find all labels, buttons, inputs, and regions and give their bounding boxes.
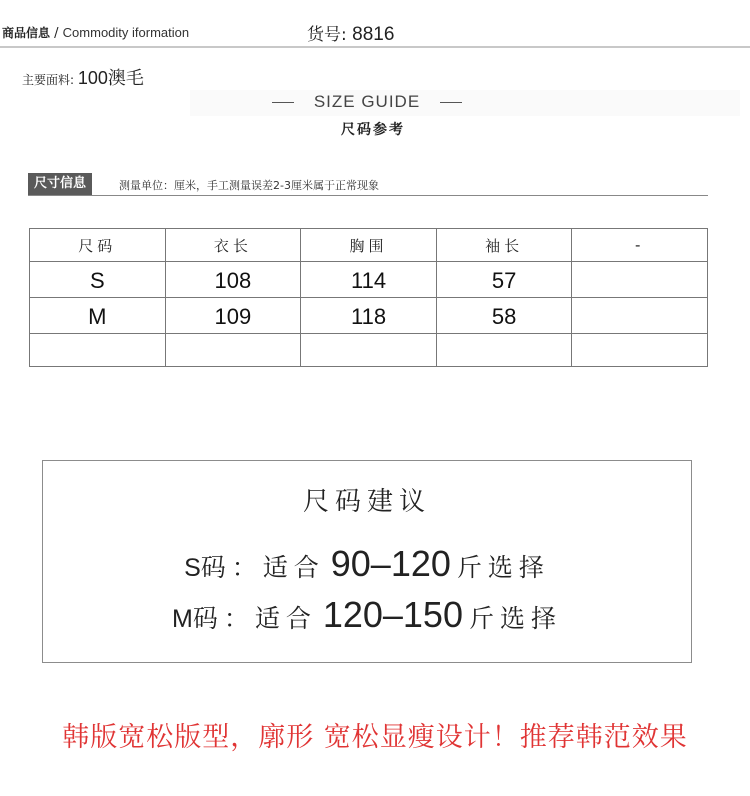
m-size-label: 码：适合 xyxy=(192,604,317,633)
table-cell xyxy=(301,334,437,367)
table-cell xyxy=(572,262,708,298)
table-cell: 108 xyxy=(165,262,301,298)
title-dash-right xyxy=(440,102,462,103)
size-guide-subtitle: 尺码参考 xyxy=(341,122,405,138)
table-cell xyxy=(572,334,708,367)
table-row xyxy=(30,262,708,298)
s-size-letter: S xyxy=(184,554,201,582)
header-cell: 胸围 xyxy=(301,229,437,262)
main-material xyxy=(22,64,144,90)
commodity-info-english: Commodity iformation xyxy=(62,25,190,40)
size-guide-title xyxy=(0,92,734,112)
material-label: 主要面料: xyxy=(22,73,78,87)
material-value: 100澳毛 xyxy=(77,68,144,88)
recommendation-m xyxy=(42,594,692,636)
commodity-info-separator: / xyxy=(50,26,63,41)
m-size-letter: M xyxy=(171,605,193,633)
table-cell: 58 xyxy=(436,298,572,334)
title-dash-left xyxy=(272,102,294,103)
table-cell: 109 xyxy=(165,298,301,334)
recommendation-s xyxy=(42,543,692,585)
s-weight-range: 90–120 xyxy=(330,543,451,584)
table-cell xyxy=(572,298,708,334)
table-cell: 118 xyxy=(301,298,437,334)
table-row xyxy=(30,334,708,367)
table-cell xyxy=(165,334,301,367)
table-cell: 114 xyxy=(301,262,437,298)
table-row xyxy=(30,298,708,334)
size-table xyxy=(29,228,708,367)
table-header-row xyxy=(30,229,708,262)
size-guide-title-text: SIZE GUIDE xyxy=(313,92,421,111)
table-cell xyxy=(436,334,572,367)
commodity-info-label: 商品信息 xyxy=(2,26,51,40)
header-cell: 衣长 xyxy=(165,229,301,262)
s-size-label: 码：适合 xyxy=(200,553,325,582)
header-divider xyxy=(0,46,750,48)
header-cell: - xyxy=(572,229,708,262)
m-weight-range: 120–150 xyxy=(322,594,463,635)
recommendation-title: 尺码建议 xyxy=(302,487,431,517)
table-cell: 57 xyxy=(436,262,572,298)
size-info-divider xyxy=(28,195,708,196)
size-info-badge: 尺寸信息 xyxy=(28,173,92,195)
style-promo-text: 韩版宽松版型，廓形 宽松显瘦设计！推荐韩范效果 xyxy=(62,722,688,753)
table-cell: M xyxy=(30,298,166,334)
m-size-suffix: 斤选择 xyxy=(468,604,562,633)
header-cell: 尺码 xyxy=(30,229,166,262)
item-number-label: 货号: xyxy=(307,25,353,45)
commodity-info-heading xyxy=(2,24,189,41)
item-number-value: 8816 xyxy=(352,24,395,45)
measurement-note: 测量单位：厘米，手工测量误差2-3厘米属于正常现象 xyxy=(119,179,379,192)
header-cell: 袖长 xyxy=(436,229,572,262)
table-cell xyxy=(30,334,166,367)
item-number xyxy=(307,20,394,46)
table-cell: S xyxy=(30,262,166,298)
s-size-suffix: 斤选择 xyxy=(456,553,550,582)
